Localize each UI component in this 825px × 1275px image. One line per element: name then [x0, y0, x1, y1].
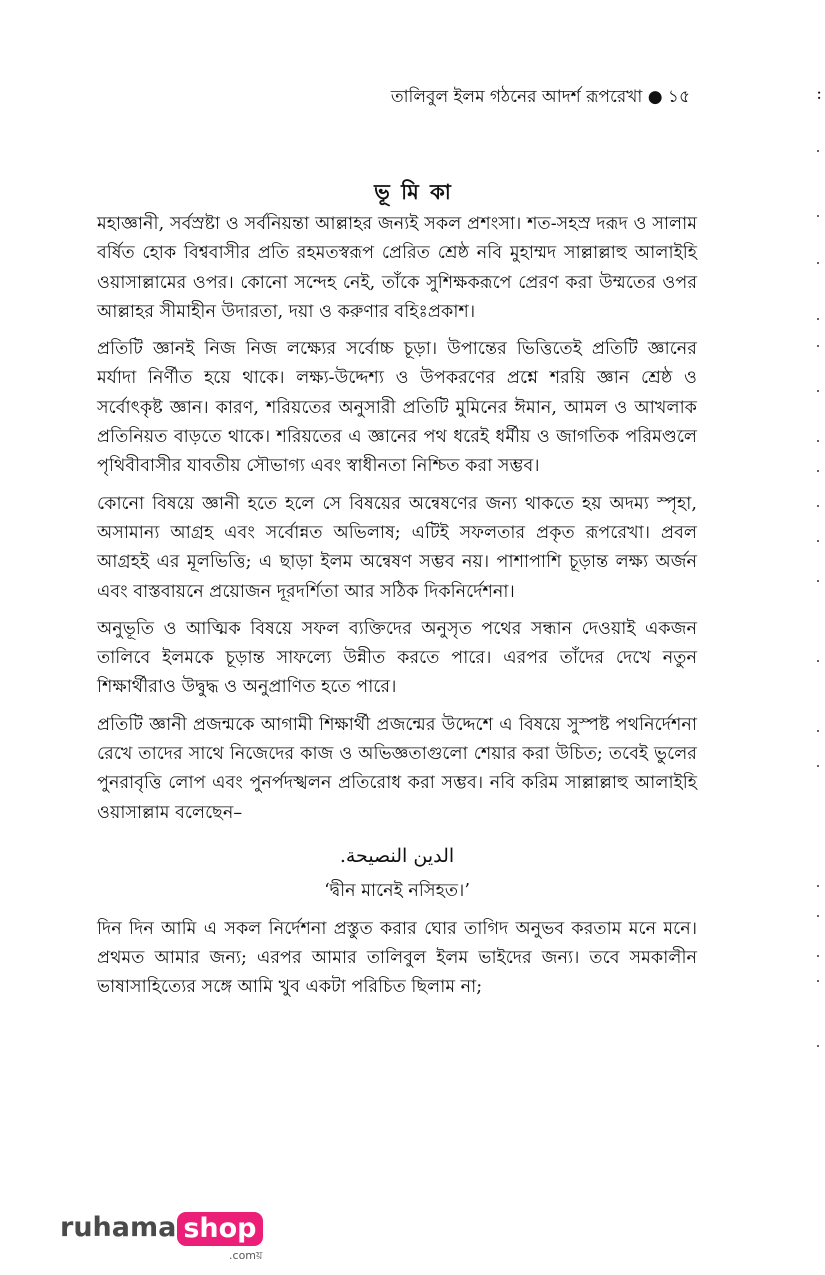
arabic-quote: الدين النصيحة.: [339, 844, 455, 867]
paragraph-1: মহাজ্ঞানী, সর্বস্রষ্টা ও সর্বনিয়ন্তা আল্লাহর জন্যই সকল প্রশংসা। শত-সহস্র দরূদ ও সালাম বর্ষিত হোক বিশ্ববাসীর প্রতি রহমতস্বরূপ প্রেরিত শ্রেষ্ঠ নবি মুহাম্মদ সাল্লাল্লাহু আলাইহি ওয়াসাল্লামের ওপর। কোনো সন্দেহ নেই, তাঁকে সুশিক্ষকরূপে প্রেরণ করা উম্মতের ওপর আল্লাহর সীমাহীন উদারতা, দয়া ও করুণার বহিঃপ্রকাশ।: [97, 214, 697, 322]
running-header: তালিবুল ইলম গঠনের আদর্শ রূপরেখা ● ১৫: [390, 87, 690, 107]
logo-shop-badge: shop: [177, 1212, 262, 1246]
closing-paragraph: দিন দিন আমি এ সকল নির্দেশনা প্রস্তুত করার ঘোর তাগিদ অনুভব করতাম মনে মনে। প্রথমত আমার জন্য; এরপর আমার তালিবুল ইলম ভাইদের জন্য। তবে সমকালীন ভাষাসাহিত্যের সঙ্গে আমি খুব একটা পরিচিত ছিলাম না;: [97, 918, 697, 998]
body-text: [97, 210, 697, 1010]
logo-shop-group: [176, 1212, 262, 1266]
paragraph-2: প্রতিটি জ্ঞানই নিজ নিজ লক্ষ্যের সর্বোচ্চ চূড়া। উপান্তের ভিত্তিতেই প্রতিটি জ্ঞানের মর্যাদা নির্ণীত হয়ে থাকে। লক্ষ্য-উদ্দেশ্য ও উপকরণের প্রশ্নে শরয়ি জ্ঞান শ্রেষ্ঠ ও সর্বোৎকৃষ্ট জ্ঞান। কারণ, শরিয়তের অনুসারী প্রতিটি মুমিনের ঈমান, আমল ও আখলাক প্রতিনিয়ত বাড়তে থাকে। শরিয়তের এ জ্ঞানের পথ ধরেই ধর্মীয় ও জাগতিক পরিমণ্ডলে পৃথিবীবাসীর যাবতীয় সৌভাগ্য এবং স্বাধীনতা নিশ্চিত করা সম্ভব।: [97, 339, 697, 477]
paragraph-5: প্রতিটি জ্ঞানী প্রজন্মকে আগামী শিক্ষার্থী প্রজন্মের উদ্দেশে এ বিষয়ে সুস্পষ্ট পথনির্দেশনা রেখে তাদের সাথে নিজেদের কাজ ও অভিজ্ঞতাগুলো শেয়ার করা উচিত; তবেই ভুলের পুনরাবৃত্তি লোপ এবং পুনর্পদস্খলন প্রতিরোধ করা সম্ভব। নবি করিম সাল্লাল্লাহু আলাইহি ওয়াসাল্লাম বলেছেন–: [97, 714, 697, 823]
logo-domain-suffix: .comয়: [229, 1249, 263, 1262]
chapter-title: ভূ মি কা: [374, 179, 451, 204]
paragraph-3: কোনো বিষয়ে জ্ঞানী হতে হলে সে বিষয়ের অন্বেষণের জন্য থাকতে হয় অদম্য স্পৃহা, অসামান্য আগ্রহ এবং সর্বোন্নত অভিলাষ; এটিই সফলতার প্রকৃত রূপরেখা। প্রবল আগ্রহই এর মূলভিত্তি; এ ছাড়া ইলম অন্বেষণ সম্ভব নয়। পাশাপাশি চূড়ান্ত লক্ষ্য অর্জন এবং বাস্তবায়নে প্রয়োজন দূরদর্শিতা আর সঠিক দিকনির্দেশনা।: [97, 493, 697, 602]
quote-translation: ‘দ্বীন মানেই নসিহত।’: [324, 881, 470, 902]
ruhama-shop-logo: [60, 1212, 263, 1266]
logo-brand-text: ruhama: [60, 1212, 177, 1243]
paragraph-4: অনুভূতি ও আত্মিক বিষয়ে সফল ব্যক্তিদের অনুসৃত পথের সন্ধান দেওয়াই একজন তালিবে ইলমকে চূড়ান্ত সাফল্যে উন্নীত করতে পারে। এরপর তাঁদের দেখে নতুন শিক্ষার্থীরাও উদ্বুদ্ধ ও অনুপ্রাণিত হতে পারে।: [97, 618, 697, 698]
edge-mark: :: [816, 84, 822, 104]
